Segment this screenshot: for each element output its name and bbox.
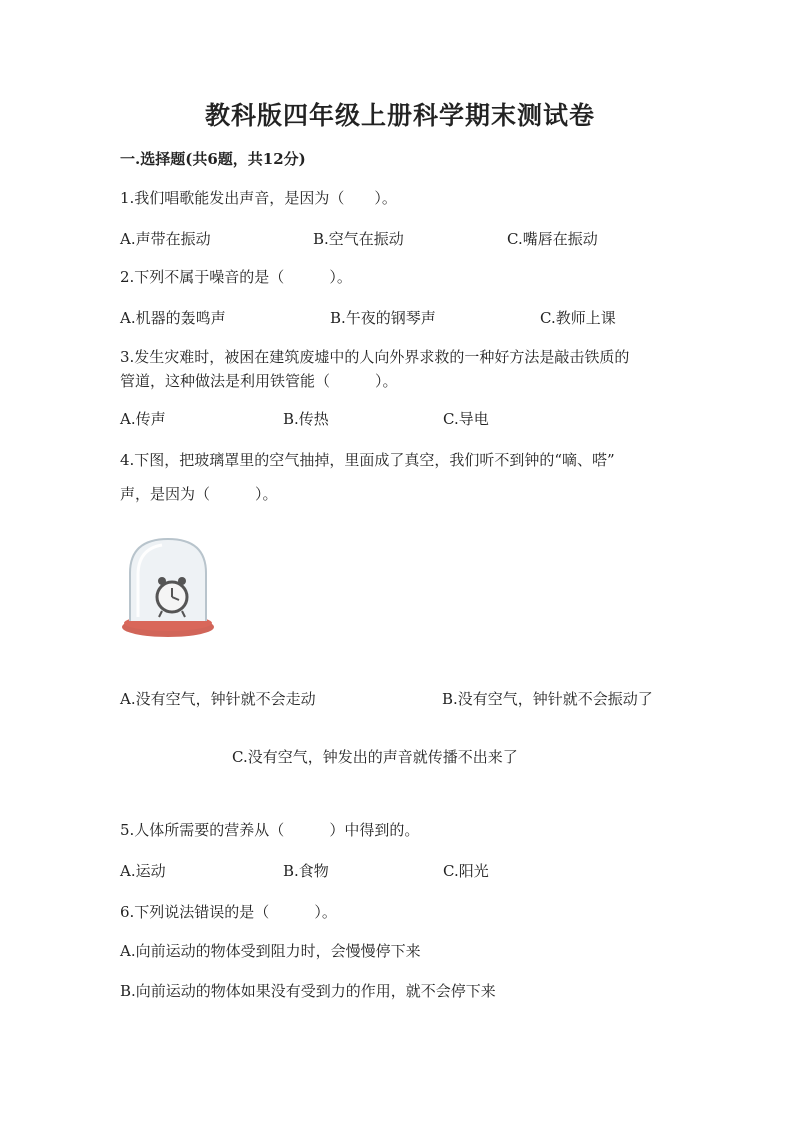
question-4-option-c: C.没有空气，钟发出的声音就传播不出来了 [232, 748, 518, 766]
question-1-option-a: A.声带在振动 [120, 230, 211, 248]
question-5-option-b: B.食物 [283, 862, 329, 880]
question-2-stem: 2.下列不属于噪音的是（ ）。 [120, 268, 352, 286]
question-4-option-a: A.没有空气，钟针就不会走动 [120, 690, 316, 708]
question-3-option-b: B.传热 [283, 410, 329, 428]
question-4-stem-line-1: 4.下图，把玻璃罩里的空气抽掉，里面成了真空，我们听不到钟的“嘀、嗒” [120, 451, 615, 469]
question-4-stem-line-2: 声，是因为（ ）。 [120, 485, 278, 503]
question-6-option-b: B.向前运动的物体如果没有受到力的作用，就不会停下来 [120, 982, 496, 1000]
question-2-option-b: B.午夜的钢琴声 [330, 309, 436, 327]
question-1-option-c: C.嘴唇在振动 [507, 230, 598, 248]
question-6-stem: 6.下列说法错误的是（ ）。 [120, 903, 337, 921]
question-3-option-c: C.导电 [443, 410, 489, 428]
question-3-stem-line-1: 3.发生灾难时，被困在建筑废墟中的人向外界求救的一种好方法是敲击铁质的 [120, 348, 630, 366]
question-5-option-a: A.运动 [120, 862, 166, 880]
question-4-option-b: B.没有空气，钟针就不会振动了 [442, 690, 653, 708]
page-title: 教科版四年级上册科学期末测试卷 [204, 101, 595, 130]
bell-jar-alarm-clock-icon [118, 533, 218, 641]
question-3-stem-line-2: 管道，这种做法是利用铁管能（ ）。 [120, 372, 398, 390]
question-5-option-c: C.阳光 [443, 862, 489, 880]
question-5-stem: 5.人体所需要的营养从（ ）中得到的。 [120, 821, 420, 839]
question-6-option-a: A.向前运动的物体受到阻力时，会慢慢停下来 [120, 942, 421, 960]
question-3-option-a: A.传声 [120, 410, 166, 428]
question-1-option-b: B.空气在振动 [313, 230, 404, 248]
question-1-stem: 1.我们唱歌能发出声音，是因为（ ）。 [120, 189, 397, 207]
question-2-option-c: C.教师上课 [540, 309, 616, 327]
question-2-option-a: A.机器的轰鸣声 [120, 309, 226, 327]
section-heading: 一.选择题(共6题，共12分) [120, 150, 306, 168]
